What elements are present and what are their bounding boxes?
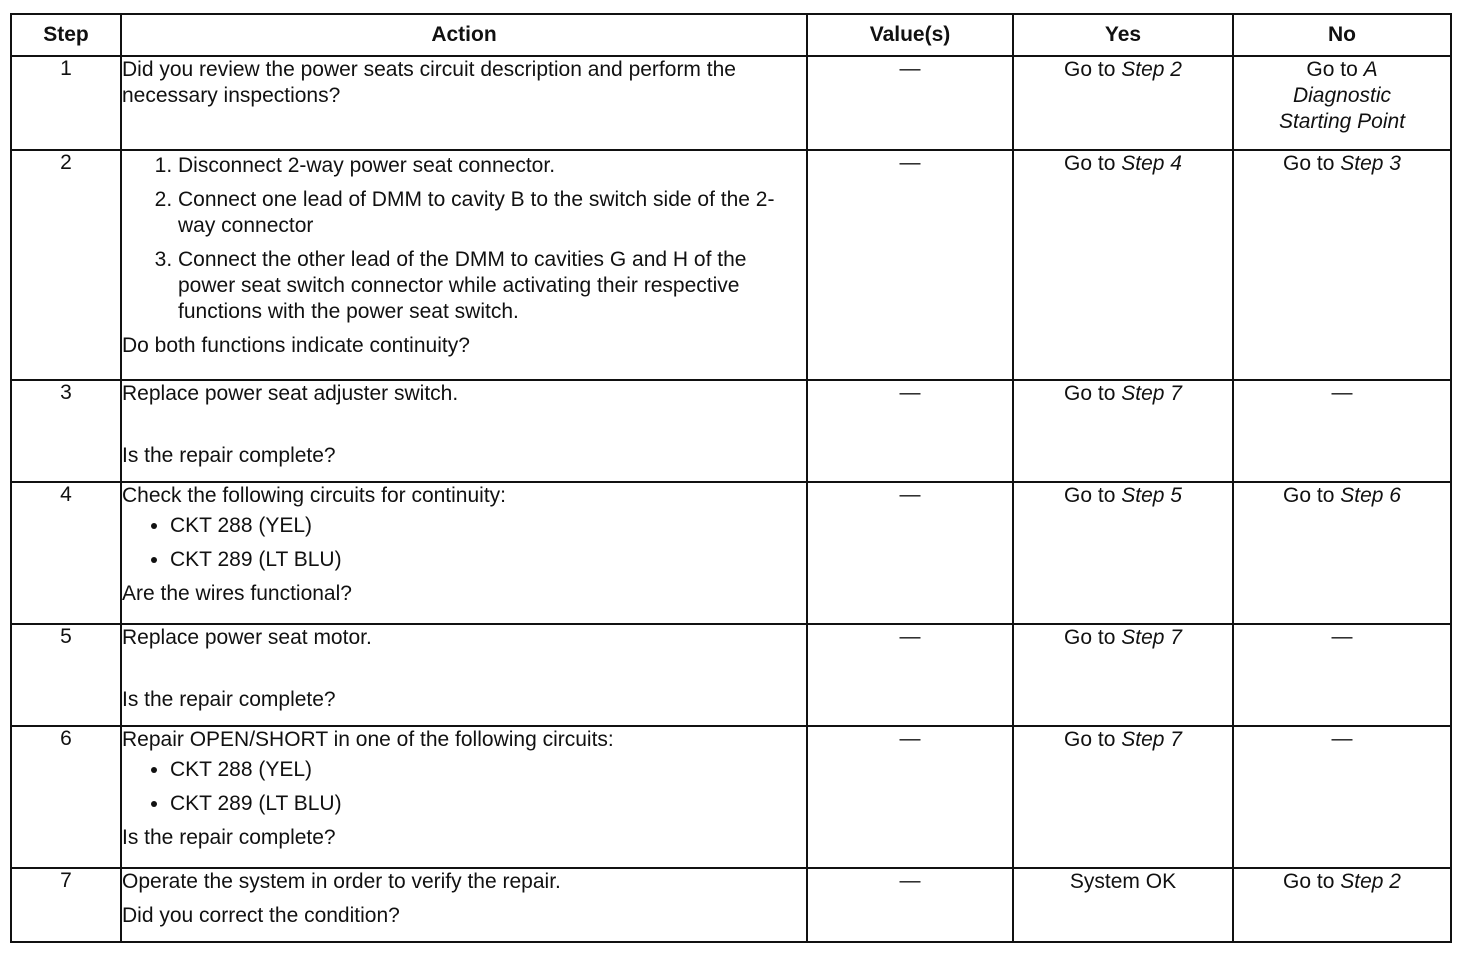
value-cell: — [807, 726, 1013, 868]
no-cell: Go to Step 2 [1233, 868, 1451, 942]
header-no: No [1233, 14, 1451, 56]
circuit-item: • CKT 288 (YEL) [170, 757, 806, 783]
action-cell [121, 868, 807, 942]
action-cell [121, 624, 807, 726]
step-number: 2 [11, 150, 121, 380]
yes-cell: Go to Step 7 [1013, 380, 1233, 482]
action-question: Is the repair complete? [122, 826, 336, 849]
no-cell: — [1233, 624, 1451, 726]
value-cell: — [807, 868, 1013, 942]
action-cell [121, 726, 807, 868]
action-cell [121, 380, 807, 482]
diagnostic-table [10, 13, 1452, 943]
yes-cell: System OK [1013, 868, 1233, 942]
no-cell: — [1233, 380, 1451, 482]
step-number: 5 [11, 624, 121, 726]
action-question: Is the repair complete? [122, 444, 336, 467]
step-number: 6 [11, 726, 121, 868]
value-cell: — [807, 380, 1013, 482]
action-question: Is the repair complete? [122, 688, 336, 711]
action-text: Replace power seat adjuster switch. [122, 382, 459, 405]
step-number: 3 [11, 380, 121, 482]
action-cell [121, 482, 807, 624]
circuit-item: • CKT 288 (YEL) [170, 513, 806, 539]
procedure-list [122, 153, 806, 325]
circuit-list [122, 513, 806, 573]
action-question: Do both functions indicate continuity? [122, 334, 470, 357]
step-number: 7 [11, 868, 121, 942]
no-cell: Go to Step 3 [1233, 150, 1451, 380]
table-row [11, 726, 1451, 868]
action-cell [121, 150, 807, 380]
no-cell: — [1233, 726, 1451, 868]
action-text: Did you review the power seats circuit description and perform the necessary inspections? [122, 58, 736, 107]
table-row [11, 482, 1451, 624]
yes-cell: Go to Step 7 [1013, 624, 1233, 726]
value-cell: — [807, 624, 1013, 726]
table-row [11, 868, 1451, 942]
procedure-item: 3. Connect the other lead of the DMM to cavities G and H of the power seat switch connector while activating their respective functions with the power seat switch. [178, 247, 806, 325]
action-text: Check the following circuits for continuity: [122, 484, 506, 507]
step-number: 4 [11, 482, 121, 624]
value-cell: — [807, 482, 1013, 624]
circuit-item: • CKT 289 (LT BLU) [170, 547, 806, 573]
action-text: Replace power seat motor. [122, 626, 372, 649]
procedure-item: 2. Connect one lead of DMM to cavity B to the switch side of the 2-way connector [178, 187, 806, 239]
action-text: Operate the system in order to verify the repair. [122, 870, 561, 893]
header-action: Action [121, 14, 807, 56]
header-value: Value(s) [807, 14, 1013, 56]
table-row [11, 624, 1451, 726]
action-question: Did you correct the condition? [122, 904, 400, 927]
action-text: Repair OPEN/SHORT in one of the following circuits: [122, 728, 614, 751]
procedure-item: 1. Disconnect 2-way power seat connector. [178, 153, 806, 179]
header-yes: Yes [1013, 14, 1233, 56]
no-cell: Go to Step 6 [1233, 482, 1451, 624]
header-step: Step [11, 14, 121, 56]
step-number: 1 [11, 56, 121, 150]
value-cell: — [807, 150, 1013, 380]
yes-cell: Go to Step 7 [1013, 726, 1233, 868]
value-cell: — [807, 56, 1013, 150]
yes-cell: Go to Step 5 [1013, 482, 1233, 624]
yes-cell: Go to Step 2 [1013, 56, 1233, 150]
action-question: Are the wires functional? [122, 582, 352, 605]
circuit-list [122, 757, 806, 817]
table-row [11, 56, 1451, 150]
table-row [11, 150, 1451, 380]
circuit-item: • CKT 289 (LT BLU) [170, 791, 806, 817]
no-cell: Go to A Diagnostic Starting Point [1233, 56, 1451, 150]
table-row [11, 380, 1451, 482]
yes-cell: Go to Step 4 [1013, 150, 1233, 380]
action-cell [121, 56, 807, 150]
header-row [11, 14, 1451, 56]
